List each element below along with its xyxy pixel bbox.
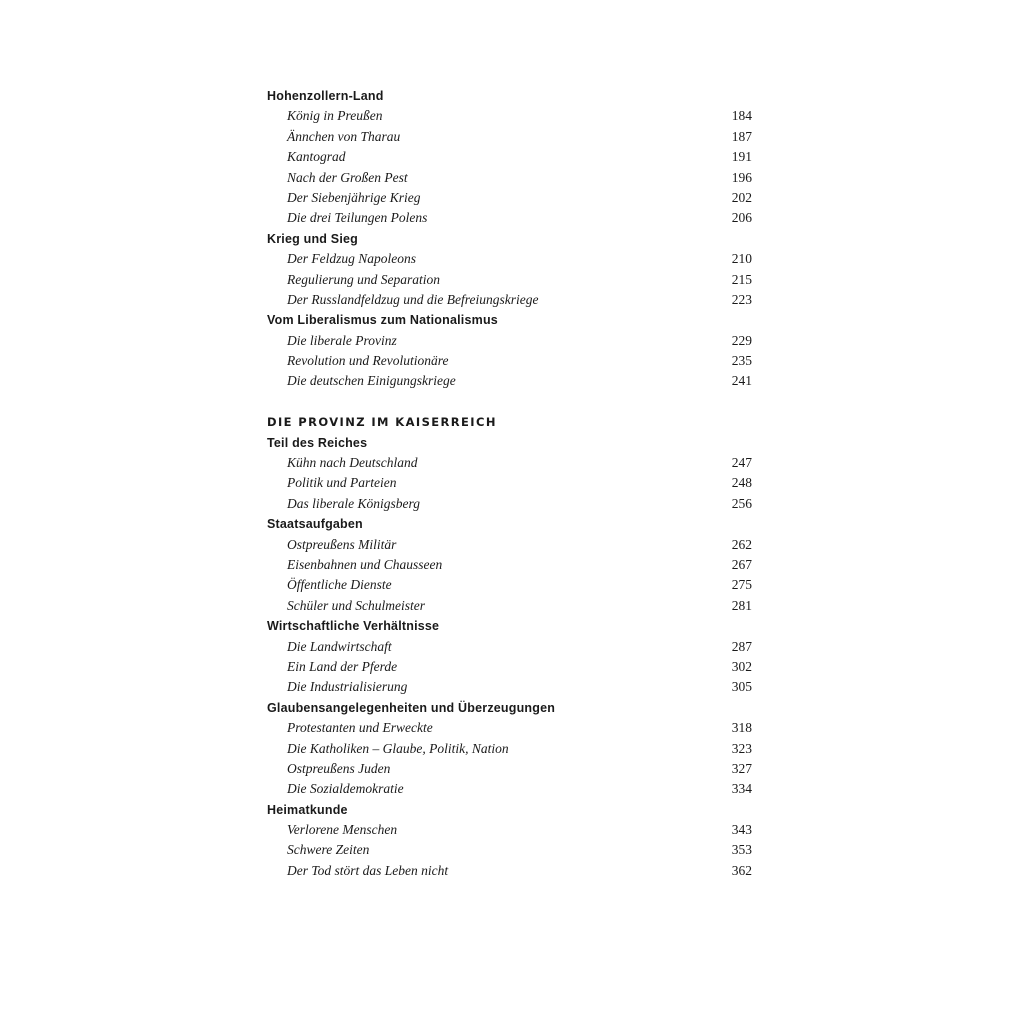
section-heading: Glaubensangelegenheiten und Überzeugungen <box>267 700 556 715</box>
toc-entry <box>267 820 752 840</box>
toc-entry <box>267 453 752 473</box>
toc-entry-title: Die Katholiken – Glaube, Politik, Nation <box>287 740 509 756</box>
toc-entry-page-number: 323 <box>731 740 752 756</box>
toc-entry <box>267 575 752 595</box>
toc-entry-title: Verlorene Menschen <box>287 822 398 838</box>
toc-entry-page-number: 247 <box>731 455 752 471</box>
part-title: DIE PROVINZ IM KAISERREICH <box>267 415 497 430</box>
toc-entry <box>267 208 752 228</box>
toc-entry <box>267 739 752 759</box>
toc-entry <box>267 147 752 167</box>
toc-entry <box>267 290 752 310</box>
section-heading-row <box>267 86 752 106</box>
toc-entry-page-number: 362 <box>731 862 752 878</box>
toc-entry-page-number: 256 <box>731 495 752 511</box>
section-heading-row <box>267 800 752 820</box>
toc-entry <box>267 637 752 657</box>
section-heading-row <box>267 310 752 330</box>
toc-entry-title: Nach der Großen Pest <box>287 169 408 185</box>
toc-entry-title: Öffentliche Dienste <box>287 577 392 593</box>
toc-entry-page-number: 235 <box>731 353 752 369</box>
toc-entry <box>267 168 752 188</box>
toc-entry-page-number: 262 <box>731 536 752 552</box>
toc-entry <box>267 779 752 799</box>
section-heading: Vom Liberalismus zum Nationalismus <box>267 313 498 328</box>
toc-entry <box>267 759 752 779</box>
section-heading-row <box>267 514 752 534</box>
section-heading: Staatsaufgaben <box>267 517 363 532</box>
toc-entry-title: Die deutschen Einigungskriege <box>287 373 456 389</box>
toc-entry <box>267 351 752 371</box>
section-heading-row <box>267 616 752 636</box>
toc-entry-page-number: 353 <box>731 842 752 858</box>
toc-entry-title: Kühn nach Deutschland <box>287 455 418 471</box>
toc-entry-title: Ein Land der Pferde <box>287 658 398 674</box>
toc-entry-page-number: 187 <box>731 128 752 144</box>
section-heading: Teil des Reiches <box>267 435 368 450</box>
toc-entry <box>267 494 752 514</box>
toc-entry-page-number: 267 <box>731 556 752 572</box>
toc-entry <box>267 657 752 677</box>
toc-entry-title: Die Landwirtschaft <box>287 638 392 654</box>
toc-entry <box>267 249 752 269</box>
table-of-contents <box>267 86 752 881</box>
section-heading: Krieg und Sieg <box>267 231 359 246</box>
toc-entry <box>267 535 752 555</box>
toc-entry-title: Kantograd <box>287 149 346 165</box>
section-heading: Hohenzollern-Land <box>267 89 384 103</box>
toc-entry-page-number: 229 <box>731 332 752 348</box>
toc-entry <box>267 596 752 616</box>
toc-entry-page-number: 202 <box>731 189 752 205</box>
toc-entry <box>267 331 752 351</box>
toc-entry <box>267 555 752 575</box>
toc-entry-title: Revolution und Revolutionäre <box>287 353 449 369</box>
section-heading: Wirtschaftliche Verhältnisse <box>267 619 440 634</box>
toc-entry-title: Der Siebenjährige Krieg <box>287 189 421 205</box>
toc-entry <box>267 677 752 697</box>
toc-entry-page-number: 327 <box>731 760 752 776</box>
toc-entry-title: Die Sozialdemokratie <box>287 781 404 797</box>
toc-entry-title: Die Industrialisierung <box>287 679 408 695</box>
toc-entry-page-number: 191 <box>731 149 752 165</box>
toc-entry-page-number: 343 <box>731 822 752 838</box>
toc-entry-page-number: 302 <box>731 658 752 674</box>
toc-entry-title: Die drei Teilungen Polens <box>287 210 428 226</box>
toc-entry <box>267 127 752 147</box>
toc-entry-page-number: 248 <box>731 475 752 491</box>
toc-entry <box>267 718 752 738</box>
toc-entry-title: Der Feldzug Napoleons <box>287 251 416 267</box>
toc-entry-title: Protestanten und Erweckte <box>287 720 433 736</box>
toc-entry-title: Regulierung und Separation <box>287 271 440 287</box>
toc-entry-title: Schwere Zeiten <box>287 842 370 858</box>
toc-entry-page-number: 210 <box>731 251 752 267</box>
toc-entry <box>267 861 752 881</box>
toc-entry-title: Der Tod stört das Leben nicht <box>287 862 449 878</box>
toc-entry-title: Politik und Parteien <box>287 475 397 491</box>
toc-entry-title: Der Russlandfeldzug und die Befreiungskriege <box>287 291 539 307</box>
toc-entry-page-number: 334 <box>731 781 752 797</box>
toc-entry-page-number: 287 <box>731 638 752 654</box>
toc-entry-page-number: 184 <box>731 108 752 124</box>
toc-entry <box>267 188 752 208</box>
toc-entry <box>267 106 752 126</box>
section-heading: Heimatkunde <box>267 802 348 817</box>
toc-entry-title: Schüler und Schulmeister <box>287 597 425 613</box>
toc-entry-page-number: 215 <box>731 271 752 287</box>
toc-entry <box>267 371 752 391</box>
toc-entry-title: Ännchen von Tharau <box>287 128 401 144</box>
toc-entry-title: Das liberale Königsberg <box>287 495 420 511</box>
toc-entry-page-number: 223 <box>731 291 752 307</box>
toc-entry <box>267 473 752 493</box>
toc-entry-page-number: 305 <box>731 679 752 695</box>
toc-entry-title: König in Preußen <box>287 108 383 124</box>
toc-entry-page-number: 281 <box>731 597 752 613</box>
toc-entry-title: Die liberale Provinz <box>287 332 397 348</box>
toc-entry-page-number: 275 <box>731 577 752 593</box>
toc-entry <box>267 270 752 290</box>
toc-entry <box>267 840 752 860</box>
toc-entry-title: Eisenbahnen und Chausseen <box>287 556 443 572</box>
section-heading-row <box>267 698 752 718</box>
toc-entry-page-number: 196 <box>731 169 752 185</box>
part-heading <box>267 412 752 432</box>
section-heading-row <box>267 229 752 249</box>
toc-entry-page-number: 206 <box>731 210 752 226</box>
section-heading-row <box>267 433 752 453</box>
toc-entry-title: Ostpreußens Juden <box>287 760 391 776</box>
toc-entry-page-number: 241 <box>731 373 752 389</box>
toc-entry-title: Ostpreußens Militär <box>287 536 397 552</box>
toc-entry-page-number: 318 <box>731 720 752 736</box>
